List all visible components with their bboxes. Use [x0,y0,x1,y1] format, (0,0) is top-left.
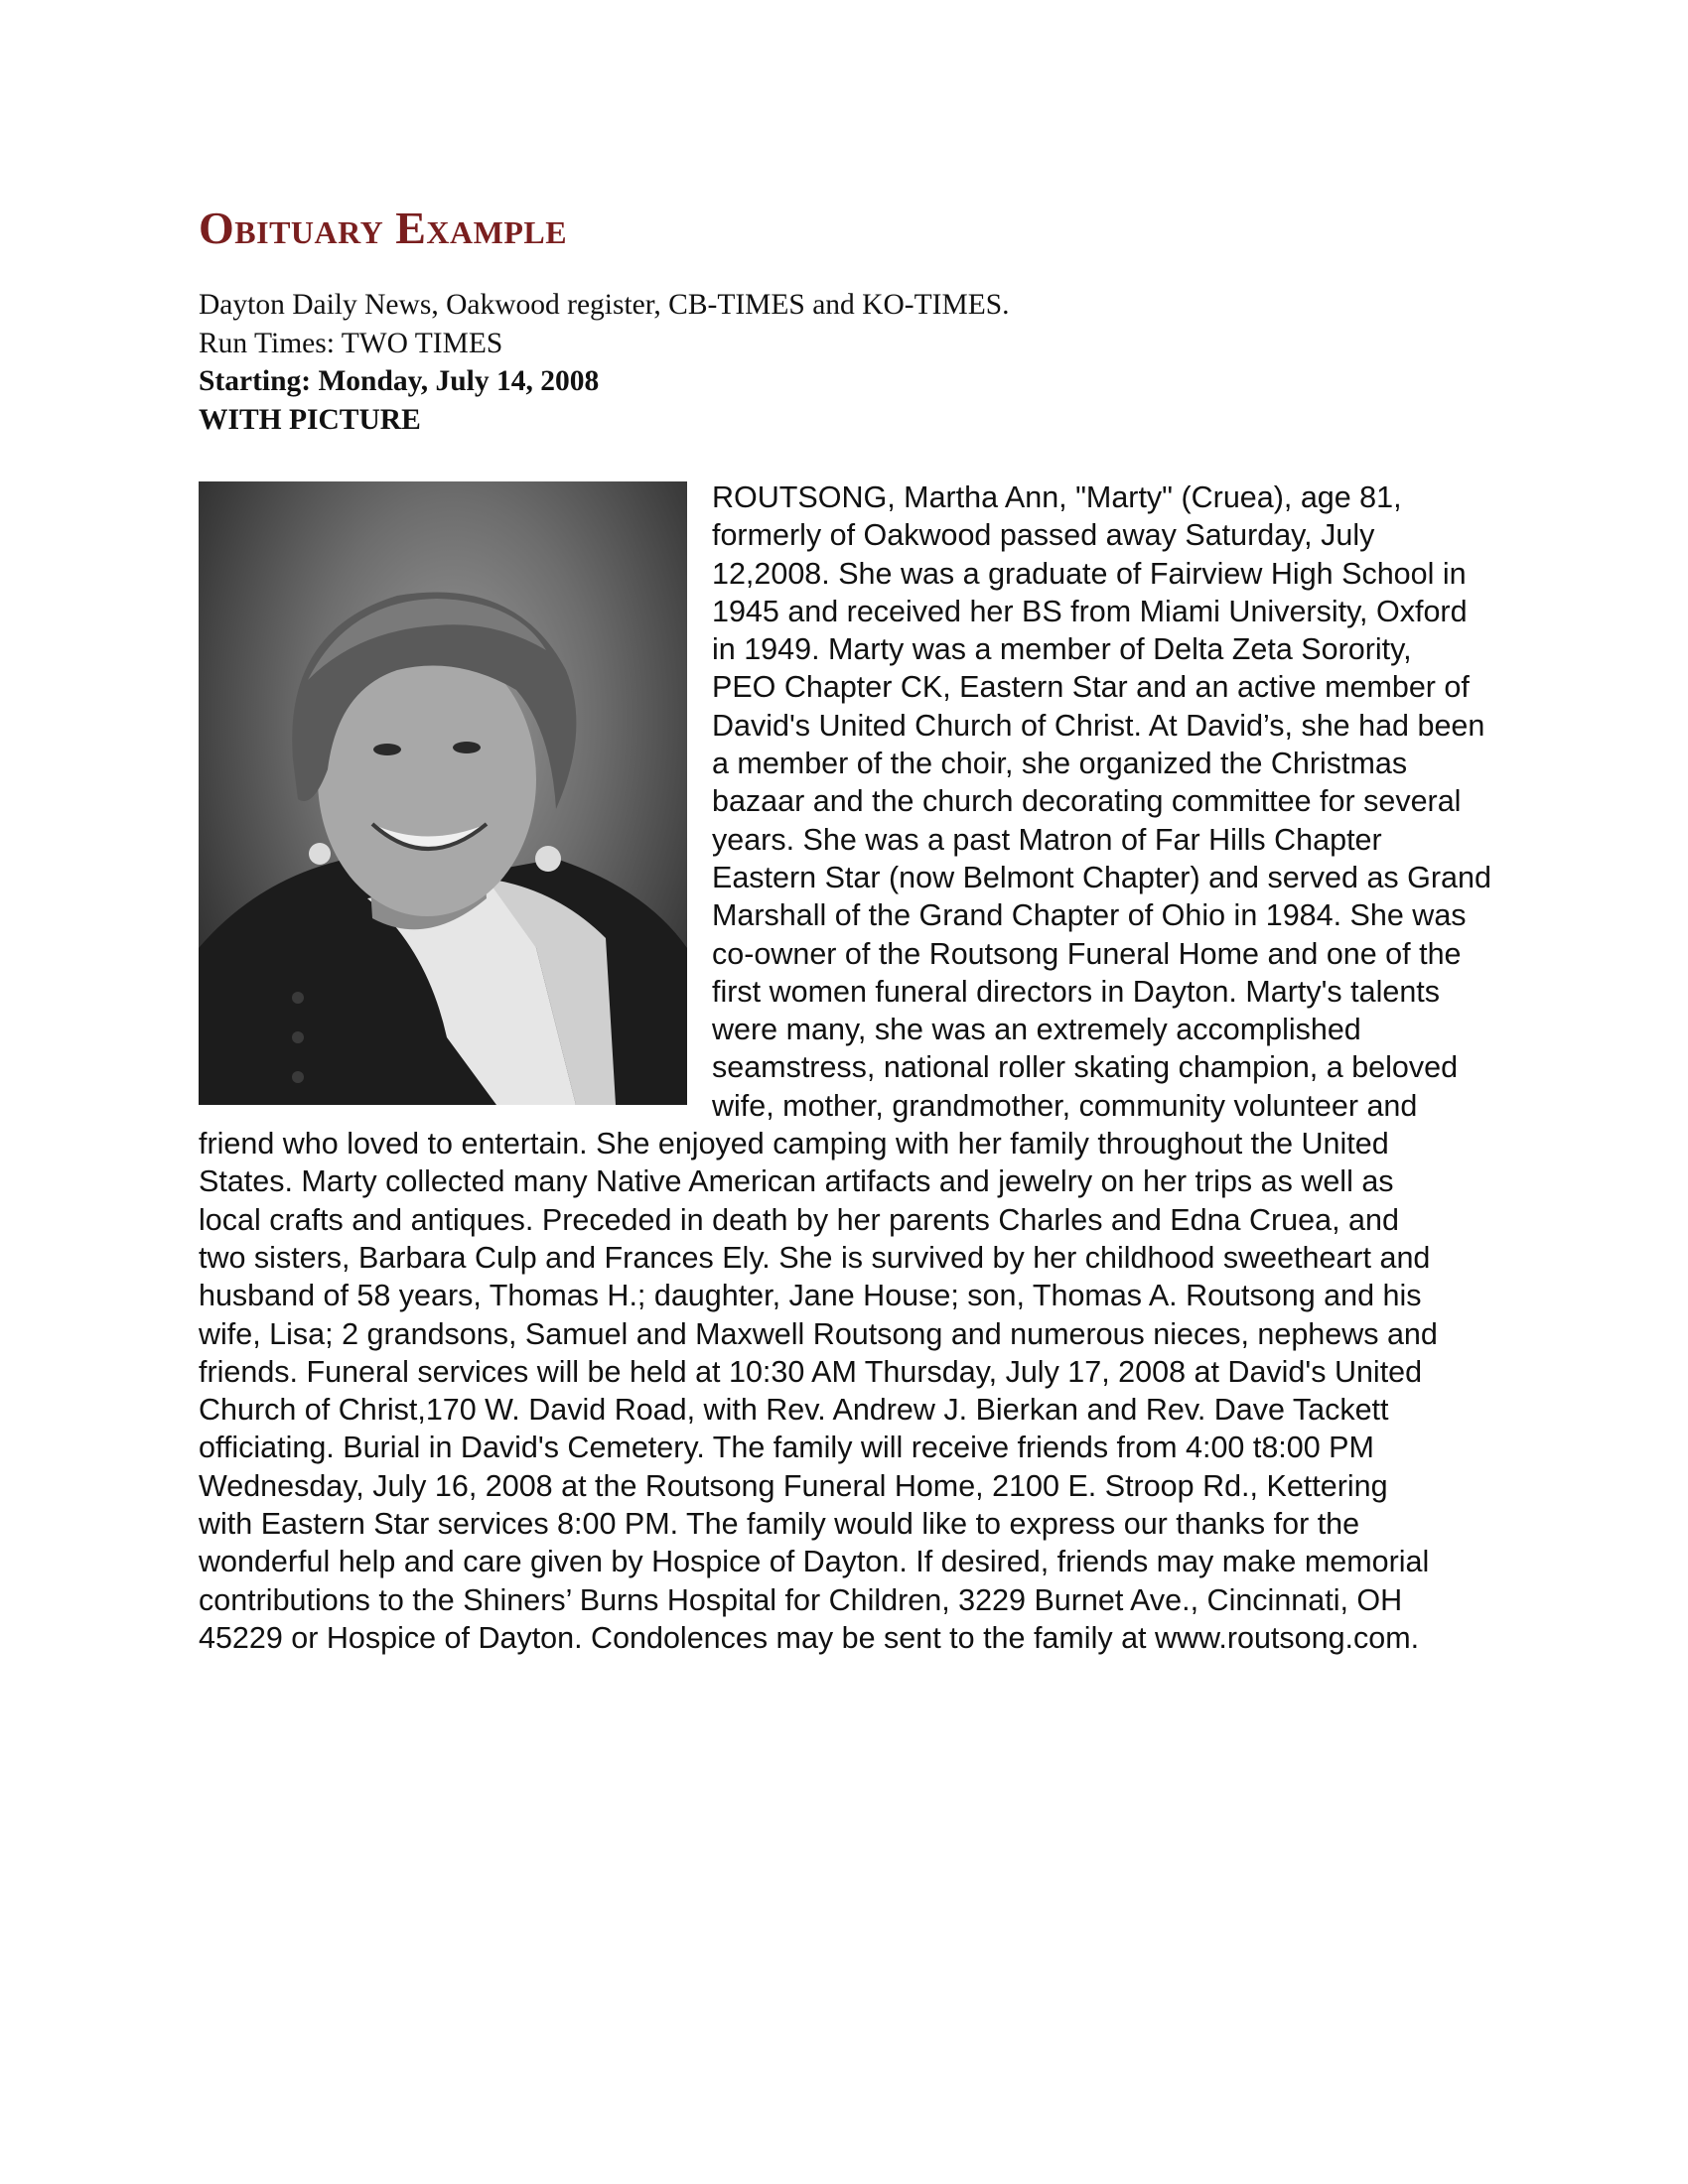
photo-text-wrap-spacer [199,478,712,1107]
publication-details [199,286,1010,439]
obituary-line: bazaar and the church decorating committee for several [712,784,1462,819]
obituary-line: officiating. Burial in David's Cemetery. The family will receive friends from 4:00 t8:00 PM [199,1431,1374,1465]
starting-date-line: Starting: Monday, July 14, 2008 [199,365,600,397]
obituary-line: contributions to the Shiners’ Burns Hospital for Children, 3229 Burnet Ave., Cincinnati, OH [199,1582,1403,1617]
obituary-line: formerly of Oakwood passed away Saturday, July [712,518,1375,553]
obituary-line: Marshall of the Grand Chapter of Ohio in 1984. She was [712,898,1467,933]
obituary-line: in 1949. Marty was a member of Delta Zeta Sorority, [712,632,1412,667]
obituary-line: two sisters, Barbara Culp and Frances Ely. She is survived by her childhood sweetheart and [199,1240,1431,1275]
publications-line: Dayton Daily News, Oakwood register, CB-TIMES and KO-TIMES. [199,289,1010,321]
obituary-line: husband of 58 years, Thomas H.; daughter, Jane House; son, Thomas A. Routsong and his [199,1279,1422,1313]
obituary-line: a member of the choir, she organized the Christmas [712,747,1408,781]
obituary-line: Wednesday, July 16, 2008 at the Routsong Funeral Home, 2100 E. Stroop Rd., Kettering [199,1468,1388,1503]
run-times-line: Run Times: TWO TIMES [199,327,503,359]
obituary-line: wife, Lisa; 2 grandsons, Samuel and Maxwell Routsong and numerous nieces, nephews and [199,1316,1438,1351]
page-title: Obituary Example [199,203,568,253]
obituary-line: with Eastern Star services 8:00 PM. The family would like to express our thanks for the [199,1507,1360,1542]
obituary-line: local crafts and antiques. Preceded in death by her parents Charles and Edna Cruea, and [199,1202,1399,1237]
obituary-line: 45229 or Hospice of Dayton. Condolences may be sent to the family at www.routsong.com. [199,1620,1420,1655]
obituary-line: co-owner of the Routsong Funeral Home and one of the [712,936,1462,971]
picture-note-line: WITH PICTURE [199,403,421,436]
obituary-line: 1945 and received her BS from Miami University, Oxford [712,594,1468,628]
obituary-line: Eastern Star (now Belmont Chapter) and served as Grand [712,860,1491,894]
obituary-line: ROUTSONG, Martha Ann, "Marty" (Cruea), age 81, [712,480,1402,514]
obituary-line: first women funeral directors in Dayton. Marty's talents [712,974,1441,1009]
obituary-line: Church of Christ,170 W. David Road, with Rev. Andrew J. Bierkan and Rev. Dave Tackett [199,1393,1389,1428]
obituary-line: 12,2008. She was a graduate of Fairview High School in [712,556,1467,591]
obituary-line: friend who loved to entertain. She enjoyed camping with her family throughout the United [199,1127,1389,1161]
obituary-line: friends. Funeral services will be held at 10:30 AM Thursday, July 17, 2008 at David's United [199,1354,1423,1389]
obituary-line: were many, she was an extremely accomplished [712,1013,1361,1047]
obituary-line: seamstress, national roller skating champion, a beloved [712,1050,1459,1085]
obituary-line: States. Marty collected many Native American artifacts and jewelry on her trips as well as [199,1164,1394,1199]
obituary-text [199,478,1569,1657]
obituary-line: years. She was a past Matron of Far Hills Chapter [712,822,1382,857]
obituary-line: PEO Chapter CK, Eastern Star and an active member of [712,670,1470,705]
obituary-line: wonderful help and care given by Hospice of Dayton. If desired, friends may make memorial [199,1545,1430,1579]
obituary-line: David's United Church of Christ. At David’s, she had been [712,708,1485,743]
obituary-line: wife, mother, grandmother, community volunteer and [712,1088,1418,1123]
